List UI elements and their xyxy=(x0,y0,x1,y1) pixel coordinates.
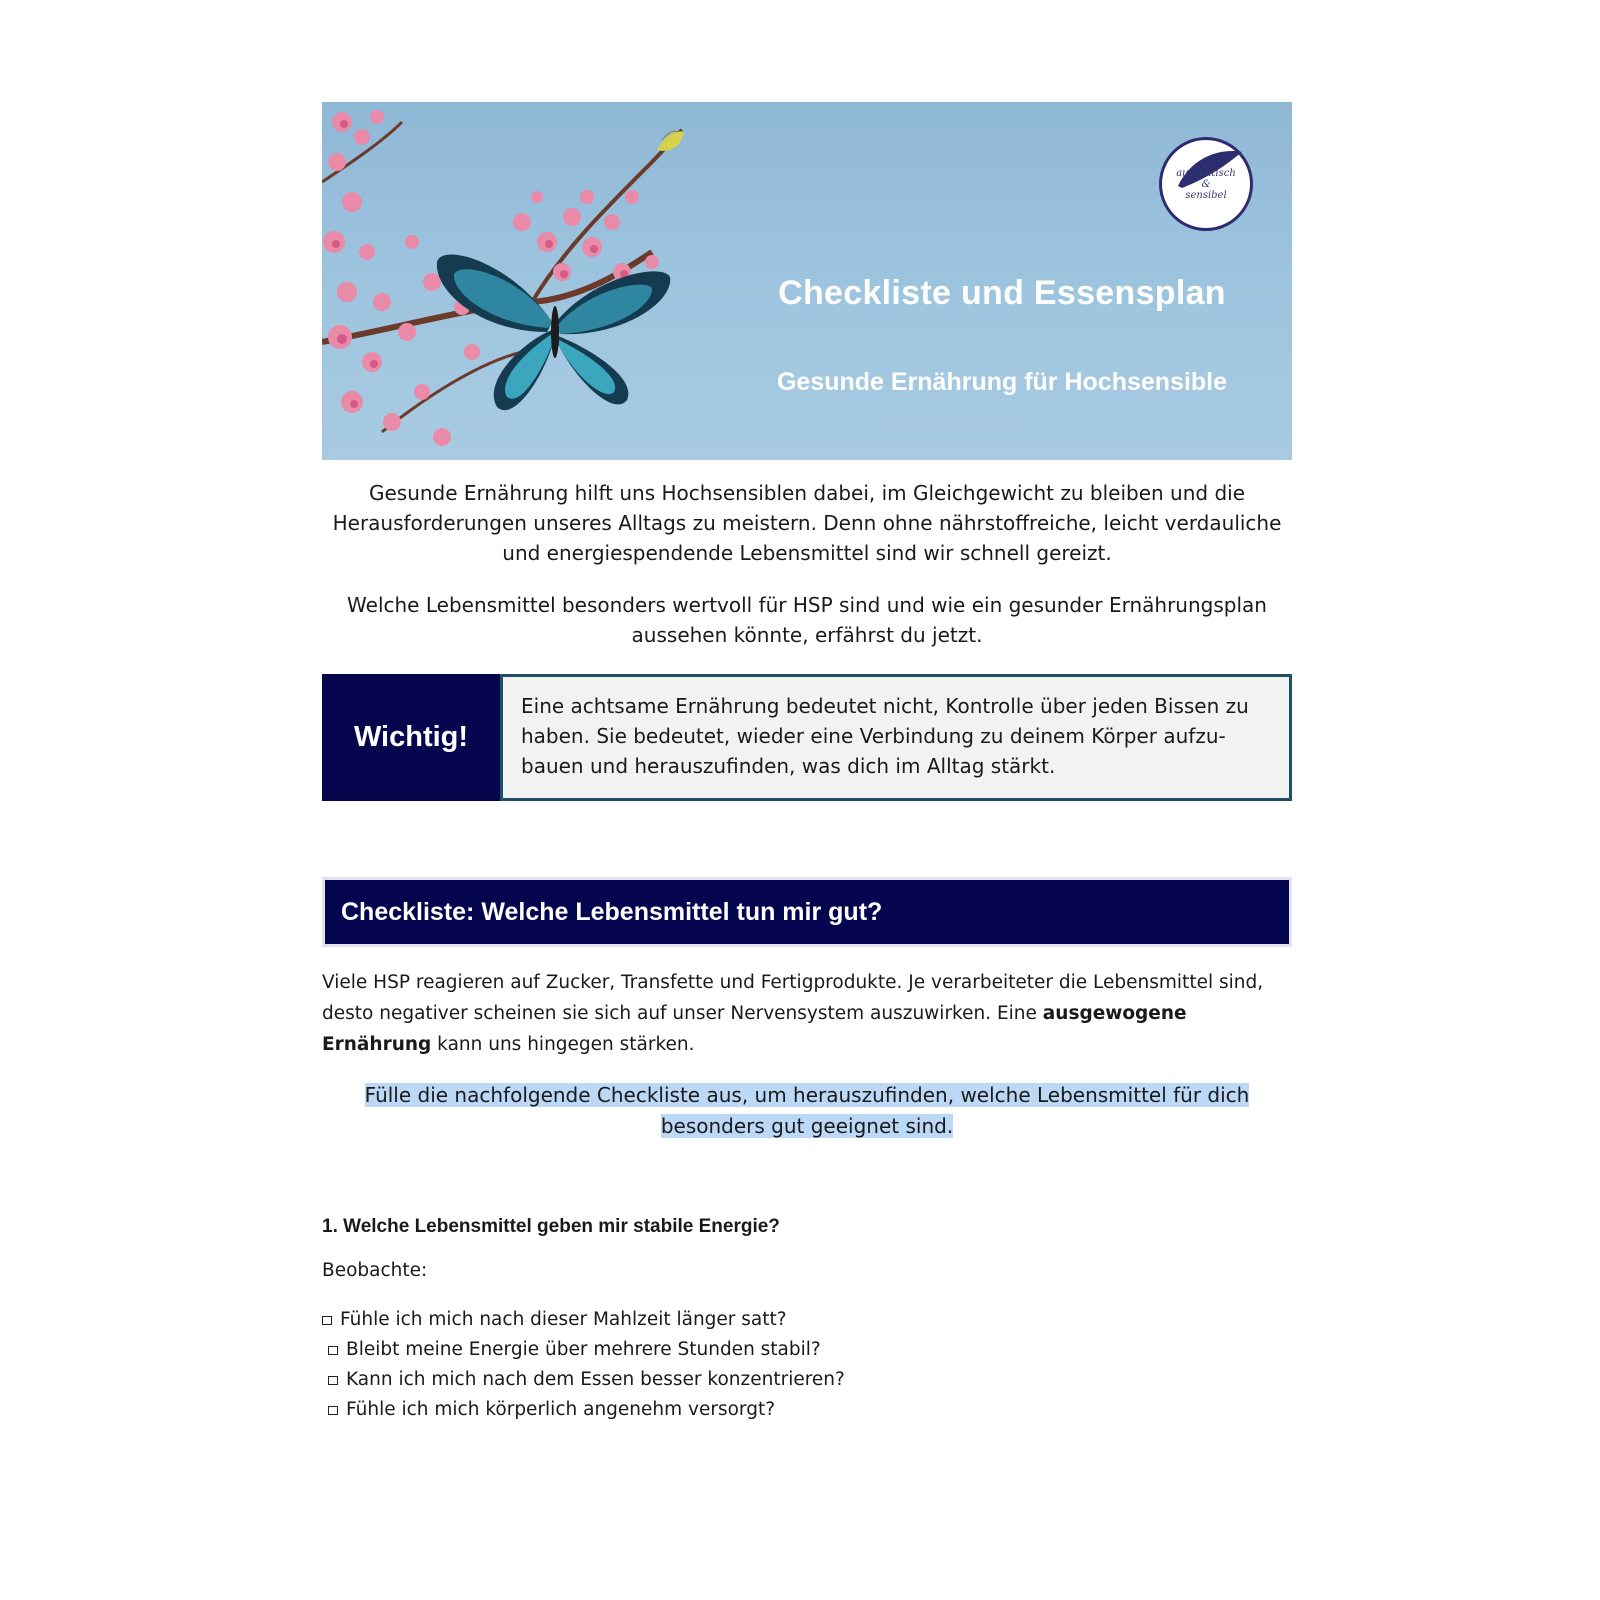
header-banner xyxy=(322,102,1292,460)
checkbox[interactable] xyxy=(328,1376,338,1385)
important-callout xyxy=(322,674,1292,801)
checklist-intro-part-1: Viele HSP reagieren auf Zucker, Transfette und Fertigprodukte. Je verarbeiteter die Lebensmittel sind, desto negativer scheinen sie sich auf unser Nervensystem auszuwirken. Eine xyxy=(322,972,1264,1024)
list-item-label: Fühle ich mich nach dieser Mahlzeit länger satt? xyxy=(340,1309,787,1330)
list-item-label: Kann ich mich nach dem Essen besser konzentrieren? xyxy=(346,1369,845,1390)
logo-line-1: authentisch xyxy=(1176,167,1236,179)
page-title: Checkliste und Essensplan xyxy=(778,274,1226,312)
logo-line-2: & xyxy=(1201,178,1211,190)
logo-line-3: sensibel xyxy=(1185,189,1227,201)
list-item xyxy=(322,1395,1292,1425)
checklist-intro xyxy=(322,967,1292,1060)
intro-paragraph-1: Gesunde Ernährung hilft uns Hochsensiblen dabei, im Gleichgewicht zu bleiben und die Herausforderungen unseres Alltags zu meistern. Denn ohne nährstoffreiche, leicht verdauliche und energiespendende Lebensmittel sind wir schnell gereizt. xyxy=(332,481,1282,565)
page-subtitle: Gesunde Ernährung für Hochsensible xyxy=(776,368,1228,396)
intro-paragraph-2: Welche Lebensmittel besonders wertvoll für HSP sind und wie ein gesunder Ernährungsplan aussehen könnte, erfährst du jetzt. xyxy=(347,593,1267,647)
brand-logo xyxy=(1159,137,1253,231)
list-item-label: Fühle ich mich körperlich angenehm versorgt? xyxy=(346,1399,776,1420)
document-page xyxy=(322,102,1292,1425)
question-1-title: 1. Welche Lebensmittel geben mir stabile Energie? xyxy=(322,1216,780,1237)
checkbox[interactable] xyxy=(322,1316,332,1325)
checklist-heading: Checkliste: Welche Lebensmittel tun mir gut? xyxy=(322,877,1292,947)
highlighted-instruction xyxy=(322,1080,1292,1142)
callout-label: Wichtig! xyxy=(322,674,500,801)
checkbox[interactable] xyxy=(328,1346,338,1355)
list-item xyxy=(322,1305,1292,1335)
checklist-intro-bold: ausgewogene Ernährung xyxy=(322,1003,1187,1055)
callout-text: Eine achtsame Ernährung bedeutet nicht, Kontrolle über jeden Bissen zu haben. Sie bedeutet, wieder eine Verbindung zu deinem Körper aufzu-bauen und herauszufinden, was dich im Alltag stärkt. xyxy=(500,674,1292,801)
list-item xyxy=(322,1365,1292,1395)
checklist-intro-part-2: kann uns hingegen stärken. xyxy=(431,1034,695,1055)
checkbox[interactable] xyxy=(328,1406,338,1415)
observe-label: Beobachte: xyxy=(322,1260,428,1281)
list-item xyxy=(322,1335,1292,1365)
list-item-label: Bleibt meine Energie über mehrere Stunden stabil? xyxy=(346,1339,821,1360)
highlighted-instruction-text: Fülle die nachfolgende Checkliste aus, um herauszufinden, welche Lebensmittel für dich besonders gut geeignet sind. xyxy=(364,1083,1250,1138)
checklist-items xyxy=(322,1305,1292,1425)
